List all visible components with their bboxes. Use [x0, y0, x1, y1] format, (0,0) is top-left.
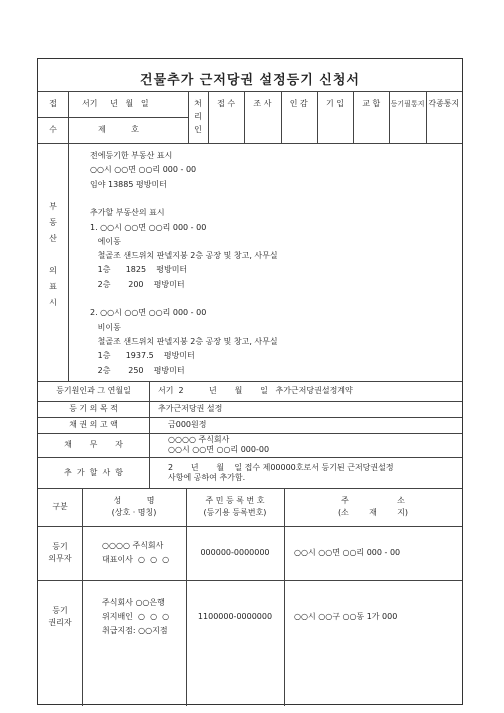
process-column-5: 교 합: [362, 99, 381, 108]
form-title: 건물추가 근저당권 설정등기 신청서: [140, 73, 360, 88]
process-column-6: 등기필통지: [390, 100, 425, 108]
property-line: 2층 250 평방미터: [90, 365, 185, 375]
property-line: ○○시 ○○면 ○○리 000 - 00: [90, 165, 197, 175]
party-name: ○○○○ 주식회사 대표이사 ○ ○ ○: [102, 541, 170, 564]
divider: [38, 143, 462, 144]
receipt-label-bottom: 수: [49, 125, 57, 134]
info-value: ○○○○ 주식회사 ○○시 ○○면 ○○리 000-00: [168, 435, 270, 454]
process-column-3: 인 감: [289, 99, 308, 108]
property-line: 1층 1937.5 평방미터: [90, 351, 195, 361]
receipt-number: 제 호: [98, 125, 139, 134]
divider: [186, 488, 187, 706]
party-address: ○○시 ○○면 ○○리 000 - 00: [294, 548, 401, 557]
property-line: 2. ○○시 ○○면 ○○리 000 - 00: [90, 308, 207, 318]
divider: [82, 488, 83, 706]
divider: [38, 526, 462, 527]
divider: [38, 457, 462, 458]
property-line: 에이동: [90, 236, 121, 246]
receipt-label-top: 접: [49, 99, 57, 108]
process-column-1: 접 수: [217, 99, 236, 108]
property-line: 철골조 샌드위치 판넬지붕 2층 공장 및 창고, 사무실: [90, 251, 278, 261]
info-label: 채 무 자: [64, 440, 123, 449]
header-name: 성 명 (상호 · 명칭): [111, 496, 157, 517]
info-label: 채 권 의 고 액: [69, 420, 118, 429]
property-line: 추가할 부동산의 표시: [90, 208, 165, 218]
info-label: 등 기 의 목 적: [69, 404, 118, 413]
divider: [38, 401, 462, 402]
info-label: 등기원인과 그 연월일: [56, 386, 131, 395]
property-line: 전에등기한 부동산 표시: [90, 151, 173, 160]
divider: [38, 488, 462, 489]
info-label: 추 가 할 사 항: [64, 467, 123, 477]
info-value: 금000원정: [168, 420, 207, 429]
divider: [149, 381, 150, 488]
info-value: 추가근저당권 설정: [158, 404, 223, 413]
divider: [68, 143, 69, 381]
party-kind: 등기 권리자: [48, 606, 72, 627]
divider: [38, 580, 462, 581]
party-address: ○○시 ○○구 ○○동 1가 000: [294, 612, 398, 621]
info-value: 2 년 월 일 접수 제00000호로서 등기된 근저당권설정 사항에 공하여 추가함.: [168, 462, 394, 482]
divider: [38, 117, 188, 118]
header-idnum: 주 민 등 록 번 호 (등기용 등록번호): [203, 496, 267, 517]
property-line: 2층 200 평방미터: [90, 279, 185, 289]
property-line: 임야 13885 평방미터: [90, 179, 167, 189]
party-name: 주식회사 ○○은행 위지배인 ○ ○ ○ 취급지점: ○○지점: [102, 598, 170, 635]
process-column-4: 기 입: [325, 99, 344, 108]
info-value: 서기 2 년 월 일 추가근저당권설정계약: [158, 386, 353, 395]
header-address: 주 소 (소 재 지): [337, 496, 409, 517]
party-idnum: 000000-0000000: [200, 548, 270, 557]
header-kind: 구분: [52, 502, 68, 511]
divider: [38, 91, 462, 92]
divider: [38, 381, 462, 382]
registration-form: [37, 58, 463, 705]
process-column-7: 각종통지: [428, 99, 460, 108]
divider: [38, 433, 462, 434]
property-line: 비이동: [90, 322, 121, 332]
process-column-2: 조 사: [253, 99, 272, 108]
property-side-label: 부 동 산 의 표 시: [49, 202, 57, 307]
party-kind: 등기 의무자: [48, 542, 72, 563]
process-label: 처 리 인: [194, 99, 202, 134]
divider: [38, 417, 462, 418]
property-line: 1. ○○시 ○○면 ○○리 000 - 00: [90, 222, 207, 232]
property-line: 1층 1825 평방미터: [90, 265, 188, 275]
property-line: 철골조 샌드위치 판넬지붕 2층 공장 및 창고, 사무실: [90, 336, 278, 346]
party-idnum: 1100000-0000000: [197, 612, 273, 621]
receipt-date: 서기 년 월 일: [82, 99, 149, 108]
divider: [284, 488, 285, 706]
